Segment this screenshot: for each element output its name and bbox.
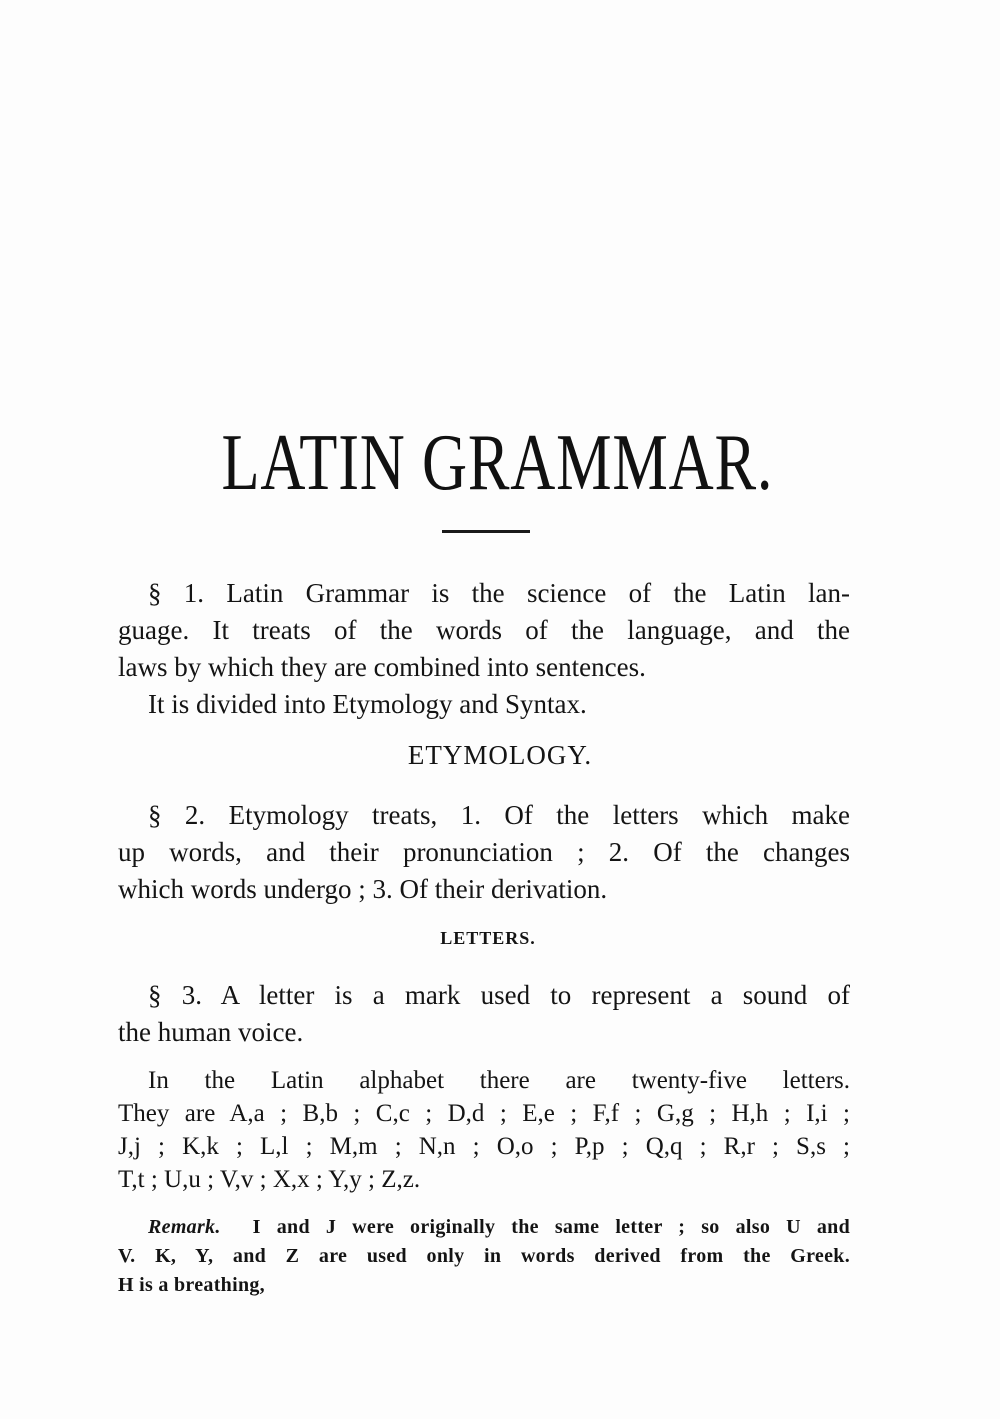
letters-heading: LETTERS. (440, 928, 536, 948)
section-2-line-2: up words, and their pronunciation ; 2. Of the changes (118, 837, 850, 867)
remark-label: Remark. (148, 1216, 221, 1238)
section-3-paragraph (118, 977, 850, 1051)
section-2-line-1: § 2. Etymology treats, 1. Of the letters which make (148, 800, 850, 830)
remark-line-3: H is a breathing, (118, 1274, 265, 1296)
remark-line-1 (118, 1213, 850, 1242)
section-2-paragraph (118, 797, 850, 908)
page-title: LATIN GRAMMAR. (221, 419, 774, 507)
section-3-line-1: § 3. A letter is a mark used to represent a sound of (148, 980, 850, 1010)
title-divider-rule (442, 530, 530, 533)
section-1-line-1: § 1. Latin Grammar is the science of the Latin lan- (148, 578, 850, 608)
alphabet-line-2: They are A,a ; B,b ; C,c ; D,d ; E,e ; F,f ; G,g ; H,h ; I,i ; (118, 1100, 850, 1127)
section-1-paragraph (118, 575, 850, 723)
remark-line-2: V. K, Y, and Z are used only in words derived from the Greek. (118, 1245, 850, 1267)
section-3-line-2: the human voice. (118, 1017, 304, 1047)
remark-paragraph (118, 1213, 850, 1300)
alphabet-paragraph (118, 1064, 850, 1196)
section-1-line-2: guage. It treats of the words of the language, and the (118, 615, 850, 645)
alphabet-line-1: In the Latin alphabet there are twenty-five letters. (148, 1067, 850, 1094)
alphabet-line-4: T,t ; U,u ; V,v ; X,x ; Y,y ; Z,z. (118, 1166, 421, 1193)
etymology-heading: ETYMOLOGY. (407, 740, 593, 770)
section-1-line-4: It is divided into Etymology and Syntax. (148, 689, 587, 719)
section-1-line-3: laws by which they are combined into sentences. (118, 652, 646, 682)
alphabet-line-3: J,j ; K,k ; L,l ; M,m ; N,n ; O,o ; P,p ; Q,q ; R,r ; S,s ; (118, 1133, 850, 1160)
remark-line-1-text: I and J were originally the same letter ; so also U and (252, 1216, 850, 1238)
section-2-line-3: which words undergo ; 3. Of their derivation. (118, 874, 608, 904)
